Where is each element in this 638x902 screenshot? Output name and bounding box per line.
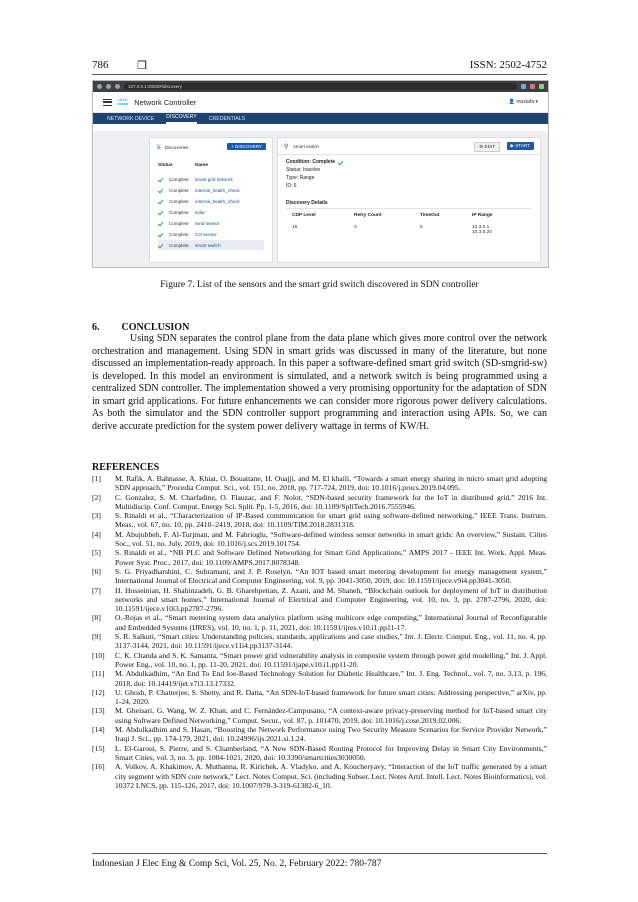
add-discovery-button[interactable]: + DISCOVERY	[227, 143, 266, 150]
reference-item: [9] S. R. Salkuti, “Smart cities: Understanding policies, standards, applications and case studies,” Int. J. Electr. Comput. Eng., vol. 11, no. 4, pp. 3137-3144, 2021, doi: 10.11591/ijece.v11i4.pp3137-3144.	[92, 632, 547, 651]
reference-item: [10] C. K. Chanda and S. K. Samanta, “Smart power grid vulnerability analysis in composite system through power grid modelling,” Int. J. Appl. Power Eng., vol. 10, no. 1, pp. 11-20, 2021, doi: 10.11591/ijape.v10.i1.pp11-20.	[92, 650, 547, 669]
reference-item: [8] O.-Rojas et al., “Smart metering system data analytics platform using multicore edge computing,” International Journal of Reconfigurable and Embedded Systems (IJRES), vol. 10, no. 1, p. 11, 2021, doi: 10.11591/ijres.v10.i1.pp11-17.	[92, 613, 547, 632]
reference-item: [6] S. G. Priyadharshini, C. Subramani, and J. P. Roselyn, “An IOT based smart metering development for energy management system,” International Journal of Electrical and Computer Engineering, vol. 9, pp. 3041-3050, 2019, doi: 10.11591/ijece.v9i4.pp3041-3050.	[92, 566, 547, 586]
discovery-icon: 📡	[156, 144, 162, 149]
conclusion-paragraph: Using SDN separates the control plane from the data plane which gives more control over the network orchestration and management. Using SDN in smart grids was discussed in many of the literature, but none discussed an implementation-ready approach. In this paper a software-defined smart grid switch (SD-smgrid-sw) is developed. In this model an environment is simulated, and a network switch is being programmed using a centralized SDN controller. The implementation showed a very promising opportunity for the adaptation of SDN in smart grid applications. For future enhancements we can consider more rigorous power delivery calculations. As both the simulator and the SDN controller support programming and interaction using APIs. So, we can derive accurate prediction for the system power delivery wattage in terms of KW/H.	[92, 333, 547, 432]
col-name: Name	[195, 163, 209, 168]
reference-item: [11] M. Abdulkadhim, “An End To End Ioe-Based Technology Solution for Diabetic Healthcare,” Int. J. Eng. Technol., vol. 7, no. 3.13, p. 196, 2018, doi: 10.14419/ijet.v7i3.13.17332.	[92, 669, 547, 688]
user-menu[interactable]: 👤 mustafa ▾	[508, 99, 538, 105]
browser-toolbar	[93, 81, 548, 92]
details-title: Discovery Details	[286, 200, 328, 206]
check-icon	[158, 221, 165, 226]
type-text: Type: Range	[286, 175, 315, 181]
location-pin-icon: ⚲	[284, 144, 289, 150]
app-header	[93, 92, 548, 113]
reference-list	[92, 474, 547, 790]
col-retry-count: Retry Count	[354, 213, 382, 218]
tab-network-device[interactable]: NETWORK DEVICE	[107, 115, 155, 122]
divider	[278, 154, 540, 155]
tab-discovery[interactable]: DISCOVERY	[166, 113, 196, 124]
references-heading: REFERENCES	[92, 462, 160, 473]
reference-item: [5] S. Rinaldi et al., “NB PLC and Software Defined Networking for Smart Grid Applications,” AMPS 2017 - IEEE Int. Work. Appl. Meas. Power Syst. Proc., 2017, doi: 10.1109/AMPS.2017.8078348.	[92, 548, 547, 567]
id-text: ID: 6	[286, 183, 297, 189]
divider	[286, 208, 532, 209]
edit-button[interactable]: ⚙ EDIT	[474, 142, 500, 152]
check-icon	[158, 199, 165, 204]
reference-item: [7] H. Hosseinian, H. Shahinzadeh, G. B. Gharehpetian, Z. Azani, and M. Shaneh, “Blockchain outlook for deployment of IoT in distribution networks and smart homes,” International Journal of Electrical and Computer Engineering, vol. 10, no. 3, pp. 2787-2796, 2020, doi: 10.11591/ijece.v10i3.pp2787-2796.	[92, 585, 547, 614]
list-item-selected[interactable]: Complete smart switch	[158, 240, 264, 250]
forward-icon[interactable]	[106, 84, 111, 89]
discoveries-panel	[149, 137, 273, 263]
reload-icon[interactable]	[115, 84, 120, 89]
col-timeout: TimeOut	[420, 213, 440, 218]
check-icon	[158, 232, 165, 237]
page-number: 786	[92, 59, 109, 71]
list-item[interactable]: Complete smart grid network	[158, 174, 264, 184]
start-button[interactable]: ▶ START	[507, 142, 534, 150]
app-title: Network Controller	[134, 97, 197, 107]
check-icon	[158, 243, 165, 248]
content-area	[93, 131, 548, 267]
list-item[interactable]: Complete internal_health_check	[158, 185, 264, 195]
condition-text: Condition: Complete	[286, 159, 336, 165]
footer-rule	[92, 853, 547, 854]
figure-caption: Figure 7. List of the sensors and the smart grid switch discovered in SDN controller	[160, 280, 479, 290]
footer-text: Indonesian J Elec Eng & Comp Sci, Vol. 25, No. 2, February 2022: 780-787	[92, 859, 382, 869]
reference-item: [12] U. Ghosh, P. Chatterjee, S. Shetty, and R. Datta, “An SDN-IoT-based framework for future smart cities: Addressing perspective,” arXiv, pp. 1-24, 2020.	[92, 687, 547, 707]
status-text: Status: Inactive	[286, 167, 321, 173]
check-icon	[158, 177, 165, 182]
reference-item: [2] C. Gonzalez, S. M. Charfadine, O. Flauzac, and F. Nolot, “SDN-based security framework for the IoT in distributed grid,” 2016 Int. Multidiscip. Conf. Comput. Energy Sci. Split. Pp. 1-5, 2016, doi: 10.1109/SpliTech.2016.7555946.	[92, 492, 547, 511]
extension-icon[interactable]	[530, 84, 535, 89]
back-icon[interactable]	[97, 84, 102, 89]
discovery-detail-panel	[277, 137, 541, 263]
reference-item: [1] M. Rafik, A. Bahnasse, A. Khiat, O. Bouattane, H. Ouajji, and M. El khaili, “Towards a smart energy sharing in micro smart grid adopting SDN approach,” Procedia Comput. Sci., vol. 151, no. 2018, pp. 717-724, 2019, doi: 10.1016/j.procs.2019.04.095.	[92, 474, 547, 493]
list-item[interactable]: Complete internal_health_check	[158, 196, 264, 206]
table-row: 16 3 5 10.3.0.1 10.3.0.20	[292, 225, 493, 235]
top-nav	[93, 113, 548, 124]
col-status: Status	[158, 163, 173, 168]
check-icon	[338, 160, 345, 165]
header-rule	[92, 74, 547, 75]
reference-item: [13] M. Gheisari, G. Wang, W. Z. Khan, and C. Fernández-Campusano, “A context-aware privacy-preserving method for IoT-based smart city using Software Defined Networking,” Comput. Secur., vol. 87, p. 101470, 2019, doi: 10.1016/j.cose.2019.02.006.	[92, 706, 547, 725]
reference-item: [4] M. Abujubbeh, F. Al-Turjman, and M. Fahrioglu, “Software-defined wireless sensor networks in smart grids: An overview,” Sustain. Cities Soc., vol. 51, no. July, 2019, doi: 10.1016/j.scs.2019.101754.	[92, 529, 547, 549]
col-cdp-level: CDP Level	[292, 213, 316, 218]
reference-item: [3] S. Rinaldi et al., “Characterization of IP-Based communication for smart grid using software-defined networking,” IEEE Trans. Instrum. Meas., vol. 67, no. 10, pp. 2410–2419, 2018, doi: 10.1109/TIM.2018.2831318.	[92, 511, 547, 530]
discovery-name: smart switch	[293, 144, 319, 149]
box-icon: ❒	[137, 60, 147, 72]
tab-credentials[interactable]: CREDENTIALS	[208, 115, 246, 122]
issn: ISSN: 2502-4752	[469, 59, 547, 71]
extension-icon[interactable]	[539, 84, 544, 89]
discoveries-title: Discoveries	[164, 144, 189, 150]
cisco-logo: ılıılı cisco	[118, 97, 129, 106]
section-heading: 6. CONCLUSION	[92, 322, 190, 333]
check-icon	[158, 188, 165, 193]
reference-item: [16] A. Volkov, A. Khakimov, A. Muthanna, R. Kirichek, A. Vladyko, and A. Koucheryavy, “Interaction of the IoT traffic generated by a smart city segment with SDN core network,” Lect. Notes Comput. Sci. (including Subser. Lect. Notes Artif. Intell. Lect. Notes Bioinformatics), vol. 10372 LNCS, pp. 115-126, 2017, doi: 10.1007/978-3-319-61382-6_10.	[92, 762, 547, 790]
reference-item: [14] M. Abdulkadhim and S. Hasan, “Boosting the Network Performance using Two Security Measure Scenarios for Service Provider Network,” Iraqi J. Sci., pp. 174-179, 2021, doi: 10.24996/ijs.2021.si.1.24.	[92, 725, 547, 744]
reference-item: [15] L. El-Garoui, S. Pierre, and S. Chamberland, “A New SDN-Based Routing Protocol for Improving Delay in Smart City Environments,” Smart Cities, vol. 3, no. 3, pp. 1004-1021, 2020, doi: 10.3390/smartcities3030050.	[92, 743, 547, 762]
col-ip-range: IP Range	[472, 213, 493, 218]
list-item[interactable]: Complete wind sensor	[158, 218, 264, 228]
address-bar[interactable]: 127.0.0.1:2003/#/discovery	[124, 83, 517, 90]
figure-screenshot	[92, 80, 549, 268]
user-icon: 👤	[508, 99, 515, 105]
list-item[interactable]: Complete CO sensor	[158, 229, 264, 239]
check-icon	[158, 210, 165, 215]
list-item[interactable]: Complete solar	[158, 207, 264, 217]
menu-icon[interactable]	[103, 99, 112, 106]
extension-icon[interactable]	[521, 84, 526, 89]
